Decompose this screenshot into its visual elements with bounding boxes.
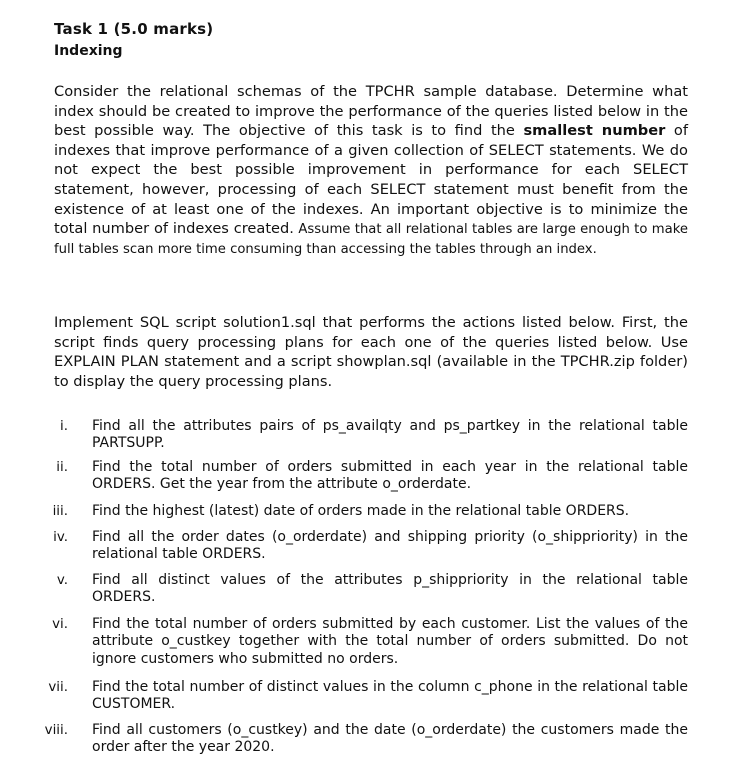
query-text: Find the total number of distinct values in the column c_phone in the relational table CUSTOMER. (92, 679, 688, 713)
query-text: Find all distinct values of the attributes p_shippriority in the relational table ORDERS. (92, 572, 688, 606)
query-numeral: vii. (48, 680, 68, 695)
query-numeral: iii. (52, 504, 68, 519)
intro-paragraph (54, 82, 688, 258)
intro-text-part1: Consider the relational schemas of the TPCHR sample database. Determine what index should be created to improve the performance of the queries listed below in the best possible way. The objective of this task is to find the (54, 83, 688, 140)
query-numeral: vi. (52, 617, 68, 632)
intro-bold-text: smallest number (523, 122, 666, 140)
intro-assumption-text: Assume that all relational tables are large enough to make full tables scan more time consuming than accessing the tables through an index. (54, 222, 688, 257)
implement-paragraph: Implement SQL script solution1.sql that performs the actions listed below. First, the script finds query processing plans for each one of the queries listed below. Use EXPLAIN PLAN statement and a script showplan.sql (available in the TPCHR.zip folder) to display the query processing plans. (54, 314, 688, 390)
task-title: Task 1 (5.0 marks) (54, 20, 214, 38)
task-subtitle: Indexing (54, 43, 123, 59)
query-numeral: viii. (44, 723, 68, 738)
query-text: Find all the order dates (o_orderdate) and shipping priority (o_shippriority) in the relational table ORDERS. (92, 529, 688, 563)
query-text: Find the highest (latest) date of orders made in the relational table ORDERS. (92, 503, 630, 519)
query-text: Find the total number of orders submitted by each customer. List the values of the attribute o_custkey together with the total number of orders submitted. Do not ignore customers who submitted no orders. (92, 616, 688, 667)
query-numeral: v. (56, 573, 68, 588)
query-text: Find all the attributes pairs of ps_availqty and ps_partkey in the relational table PARTSUPP. (92, 418, 688, 452)
query-numeral: i. (60, 419, 68, 434)
query-text: Find the total number of orders submitted in each year in the relational table ORDERS. Get the year from the attribute o_orderdate. (92, 459, 688, 493)
query-numeral: ii. (56, 460, 68, 475)
intro-text-part2: of indexes that improve performance of a given collection of SELECT statements. We do not expect the best possible improvement in performance for each SELECT statement, however, processing of each SELECT statement must benefit from the existence of at least one of the indexes. An important objective is to minimize the total number of indexes created. (54, 122, 688, 238)
query-numeral: iv. (53, 530, 68, 545)
query-text: Find all customers (o_custkey) and the date (o_orderdate) the customers made the order after the year 2020. (92, 722, 688, 756)
